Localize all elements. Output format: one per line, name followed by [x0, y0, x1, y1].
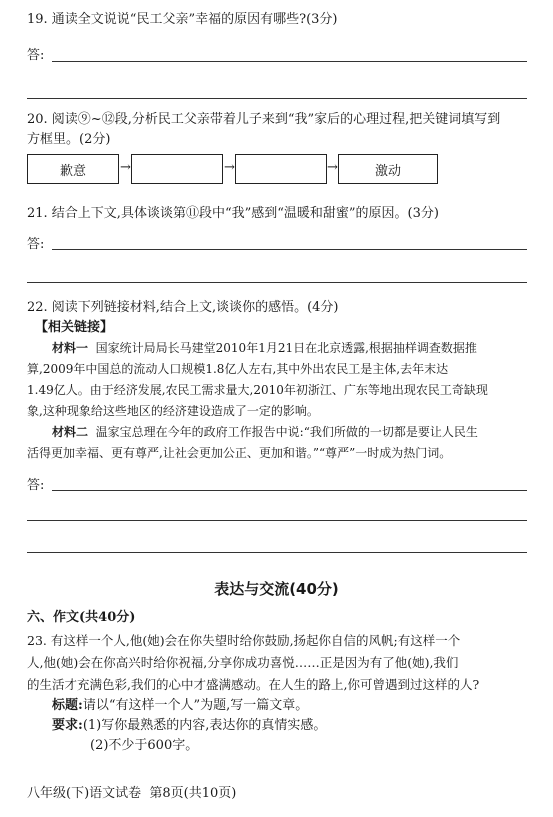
- writing-title-row: [52, 696, 308, 716]
- writing-req-1: (1)写你最熟悉的内容,表达你的真情实感。: [82, 718, 327, 733]
- q22-text: 22. 阅读下列链接材料,结合上文,谈谈你的感悟。(4分): [27, 300, 339, 315]
- arrow-icon: →: [120, 160, 131, 175]
- q23-line1: 23. 有这样一个人,他(她)会在你失望时给你鼓励,扬起你自信的风帆;有这样一个: [27, 633, 461, 648]
- writing-heading: 六、作文(共40分): [27, 610, 136, 625]
- q21-answer-line-1: [52, 249, 527, 250]
- arrow-icon: →: [327, 160, 338, 175]
- q23-line3: 的生活才充满色彩,我们的心中才盛满感动。在人生的路上,你可曾遇到过这样的人?: [27, 677, 480, 692]
- q22-material-1-line1: [52, 338, 477, 359]
- q20-text-line2: 方框里。(2分): [27, 132, 111, 147]
- q19-text: 19. 通读全文说说“民工父亲”幸福的原因有哪些?(3分): [27, 12, 338, 27]
- q19-answer-line-2: [27, 98, 527, 99]
- q20-text-line1: 20. 阅读⑨~⑫段,分析民工父亲带着儿子来到“我”家后的心理过程,把关键词填写到: [27, 112, 501, 127]
- arrow-icon: →: [224, 160, 235, 175]
- q22-link-title: 【相关链接】: [35, 320, 114, 335]
- q22-material-2-label: 材料二: [52, 425, 89, 439]
- q19-answer-line-1: [52, 61, 527, 62]
- q22-material-2-text1: 温家宝总理在今年的政府工作报告中说:“我们所做的一切都是要让人民生: [95, 425, 478, 439]
- q22-material-2-line1: [52, 422, 478, 443]
- q20-box-1-text: 歉意: [59, 163, 86, 179]
- q22-material-1-line2: 算,2009年中国总的流动人口规模1.8亿人左右,其中外出农民工是主体,去年末达: [27, 362, 449, 376]
- q20-box-1[interactable]: [27, 154, 119, 184]
- q22-answer-line-1: [52, 490, 527, 491]
- q21-answer-line-2: [27, 282, 527, 283]
- q22-material-1-label: 材料一: [52, 341, 89, 355]
- q21-answer-label: 答:: [27, 237, 45, 252]
- writing-title-label: 标题:: [52, 698, 83, 713]
- q22-answer-line-3: [27, 552, 527, 553]
- q22-material-1-line3: 1.49亿人。由于经济发展,农民工需求量大,2010年初浙江、广东等地出现农民工奇缺现: [27, 383, 488, 397]
- writing-req-2: (2)不少于600字。: [90, 738, 199, 753]
- writing-req-row: [52, 716, 326, 736]
- q22-material-1-line4: 象,这种现象给这些地区的经济建设造成了一定的影响。: [27, 404, 319, 418]
- q20-box-2[interactable]: [131, 154, 223, 184]
- writing-req-label: 要求:: [52, 718, 83, 733]
- q21-text: 21. 结合上下文,具体谈谈第⑪段中“我”感到“温暖和甜蜜”的原因。(3分): [27, 206, 439, 221]
- q23-line2: 人,他(她)会在你高兴时给你祝福,分享你成功喜悦……正是因为有了他(她),我们: [27, 655, 459, 670]
- writing-title-text: 请以“有这样一个人”为题,写一篇文章。: [82, 698, 309, 713]
- q20-box-4[interactable]: [338, 154, 438, 184]
- q19-answer-label: 答:: [27, 48, 45, 63]
- q22-answer-line-2: [27, 520, 527, 521]
- q22-answer-label: 答:: [27, 478, 45, 493]
- q22-material-2-line2: 活得更加幸福、更有尊严,让社会更加公正、更加和谐。”“尊严”一时成为热门词。: [27, 446, 452, 460]
- section-title: 表达与交流(40分): [214, 580, 339, 598]
- q20-box-3[interactable]: [235, 154, 327, 184]
- q20-box-4-text: 激动: [374, 163, 401, 179]
- q22-material-1-text1: 国家统计局局长马建堂2010年1月21日在北京透露,根据抽样调查数据推: [95, 341, 477, 355]
- page-footer: 八年级(下)语文试卷 第8页(共10页): [27, 786, 237, 801]
